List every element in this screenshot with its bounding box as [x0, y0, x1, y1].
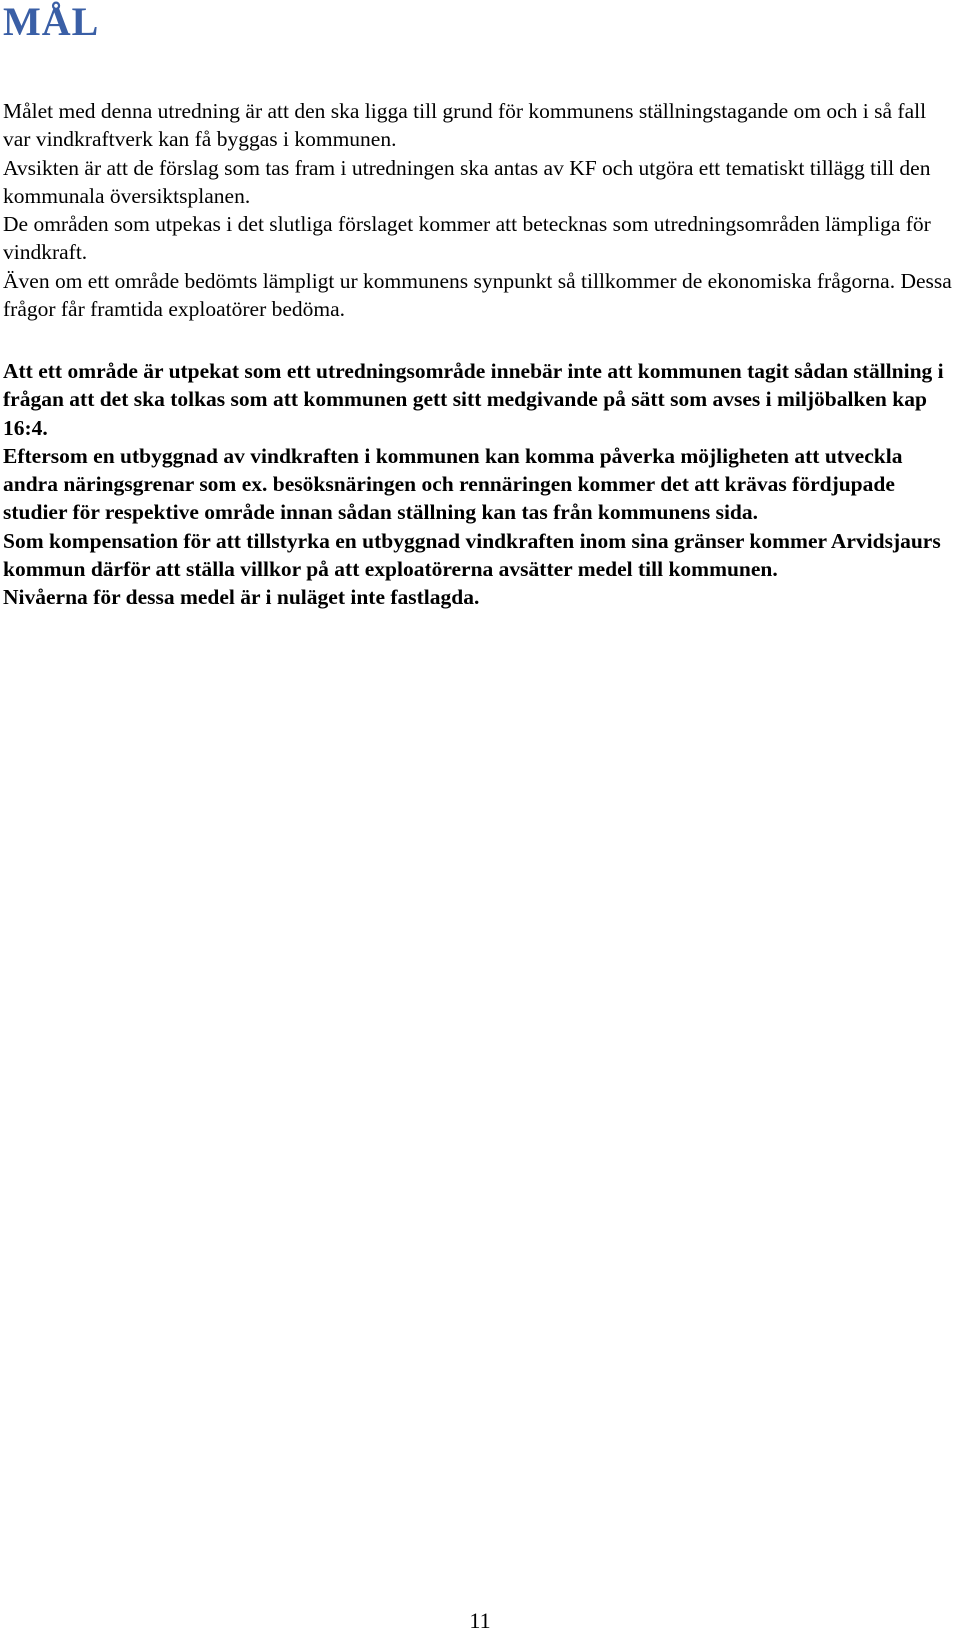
paragraph: Målet med denna utredning är att den ska ligga till grund för kommunens ställningstagande om och i så fall var vindkraftverk kan få byggas i kommunen.	[3, 99, 927, 152]
page-number: 11	[469, 1608, 491, 1633]
bold-paragraph: Att ett område är utpekat som ett utredningsområde innebär inte att kommunen tagit sådan ställning i frågan att det ska tolkas som att kommunen gett sitt medgivande på sätt som avses i miljöbalken kap 16:4.	[3, 359, 944, 440]
bold-paragraph: Eftersom en utbyggnad av vindkraften i kommunen kan komma påverka möjligheten att utveckla andra näringsgrenar som ex. besöksnäringen och rennäringen kommer det att krävas fördjupade studier för respektive område innan sådan ställning kan tas från kommunens sida.	[3, 443, 903, 525]
paragraph: De områden som utpekas i det slutliga förslaget kommer att betecknas som utredningsområden lämpliga för vindkraft.	[3, 212, 931, 265]
intro-section	[3, 97, 955, 323]
paragraph: Avsikten är att de förslag som tas fram i utredningen ska antas av KF och utgöra ett tematiskt tillägg till den kommunala översiktsplanen.	[3, 155, 931, 208]
page-heading: MÅL	[3, 0, 100, 44]
paragraph: Även om ett område bedömts lämpligt ur kommunens synpunkt så tillkommer de ekonomiska frågorna. Dessa frågor får framtida exploatörer bedöma.	[3, 268, 952, 322]
bold-paragraph: Nivåerna för dessa medel är i nuläget inte fastlagda.	[3, 585, 480, 610]
emphasis-section	[3, 357, 955, 612]
bold-paragraph: Som kompensation för att tillstyrka en utbyggnad vindkraften inom sina gränser kommer Arvidsjaurs kommun därför att ställa villkor på att exploatörerna avsätter medel till kommunen.	[3, 528, 941, 582]
